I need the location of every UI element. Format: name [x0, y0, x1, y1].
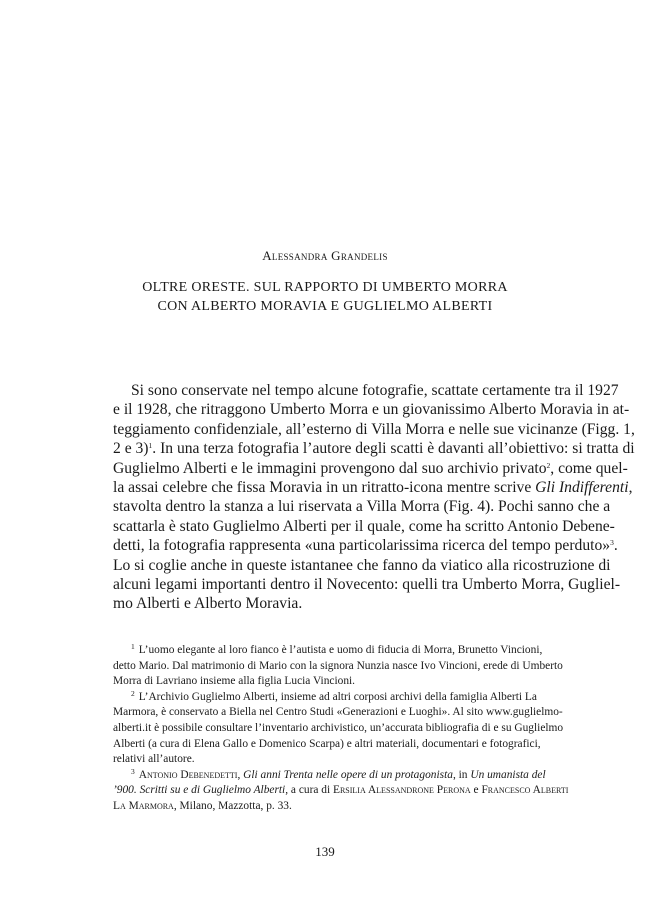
footnote-line: Alberti (a cura di Elena Gallo e Domenico Scarpa) e altri materiali, documentari e fotografici, — [113, 737, 541, 750]
footnote-text: , — [237, 768, 244, 781]
cited-work-italic: Gli anni Trenta nelle opere di un protagonista — [243, 768, 453, 781]
footnote-2 — [113, 690, 563, 706]
footnote-line: relativi all’autore. — [113, 753, 195, 766]
chapter-title-line: CON ALBERTO MORAVIA E GUGLIELMO ALBERTI — [157, 299, 493, 314]
footnote-text: , Milano, Mazzotta, p. 33. — [173, 799, 292, 812]
footnote-text: L’uomo elegante al loro fianco è l’autista e uomo di fiducia di Morra, Brunetto Vincioni, — [138, 644, 543, 656]
body-text-run: la assai celebre che fissa Moravia in un ritratto-icona mentre scrive — [113, 479, 536, 497]
body-text-run: 2 e 3) — [113, 440, 149, 458]
cited-book-italic: Un umanista del — [470, 768, 546, 781]
footnote-line: detto Mario. Dal matrimonio di Mario con la signora Nunzia nasce Ivo Vincioni, erede di Umberto — [113, 659, 563, 672]
body-text-run: , come quel- — [550, 459, 628, 477]
footnote-number: 2 — [131, 688, 135, 698]
body-text-run: , — [628, 479, 633, 497]
body-text-run: detti, la fotografia rappresenta «una particolarissima ricerca del tempo perduto» — [113, 537, 611, 555]
cited-editor: La Marmora — [113, 799, 174, 812]
body-line: teggiamento confidenziale, all’esterno di Villa Morra e nelle sue vicinanze (Figg. 1, — [113, 420, 635, 438]
chapter-title — [0, 278, 650, 316]
cited-editor: Ersilia Alessandrone Perona — [332, 784, 471, 797]
author-name: Alessandra Grandelis — [262, 248, 388, 263]
footnote-ref-2: 2 — [546, 460, 551, 470]
footnote-text: , a cura di — [285, 784, 333, 797]
body-line — [113, 439, 635, 458]
body-line: stavolta dentro la stanza a lui riservata a Villa Morra (Fig. 4). Pochi sanno che a — [113, 498, 611, 516]
footnotes — [113, 642, 569, 815]
body-line: Si sono conservate nel tempo alcune fotografie, scattate certamente tra il 1927 — [131, 382, 619, 399]
footnote-text: L’Archivio Guglielmo Alberti, insieme ad altri corposi archivi della famiglia Alberti La — [138, 690, 537, 703]
footnote-line: alberti.it è possibile consultare l’inventario archivistico, un’accurata bibliografia di e su Guglielmo — [113, 721, 564, 734]
cited-book-italic: ’900. Scritti su e di Guglielmo Alberti — [113, 784, 286, 797]
footnote-line: Marmora, è conservato a Biella nel Centro Studi «Generazioni e Luoghi». Al sito www.guglielmo- — [113, 706, 563, 719]
page-number: 139 — [315, 844, 335, 859]
footnote-ref-1: 1 — [148, 441, 153, 451]
body-text-run: . — [613, 537, 618, 555]
body-line: e il 1928, che ritraggono Umberto Morra e un giovanissimo Alberto Moravia in at- — [113, 401, 630, 419]
footnote-1 — [113, 643, 563, 659]
cited-author: Antonio Debenedetti — [138, 768, 238, 781]
footnote-ref-3: 3 — [610, 538, 614, 548]
footnote-text: e — [470, 784, 482, 797]
body-line: Lo si coglie anche in queste istantanee che fanno da viatico alla ricostruzione di — [113, 556, 611, 574]
footnote-3 — [113, 768, 563, 784]
body-text-run: . In una terza fotografia l’autore degli scatti è davanti all’obiettivo: si tratta di — [152, 440, 635, 458]
body-line: scattarla è stato Guglielmo Alberti per il quale, come ha scritto Antonio Debene- — [113, 517, 615, 535]
book-title-italic: Gli Indifferenti — [535, 479, 629, 497]
cited-editor: Francesco Alberti — [481, 784, 569, 797]
footnote-line — [113, 783, 569, 799]
body-text-run: Guglielmo Alberti e le immagini provengono dal suo archivio privato — [113, 459, 547, 477]
footnote-number: 3 — [131, 766, 135, 776]
body-line — [113, 478, 633, 497]
chapter-title-line: OLTRE ORESTE. SUL RAPPORTO DI UMBERTO MORRA — [142, 280, 508, 295]
body-line — [113, 459, 628, 478]
footnote-text: , in — [452, 768, 471, 781]
footnote-number: 1 — [131, 642, 135, 651]
footnote-line: Morra di Lavriano insieme alla figlia Lucia Vincioni. — [113, 675, 356, 688]
footnote-line — [113, 799, 563, 815]
body-line — [113, 536, 618, 555]
body-paragraph — [113, 381, 635, 614]
body-line: alcuni legami importanti dentro il Novecento: quelli tra Umberto Morra, Gugliel- — [113, 576, 621, 594]
body-line: mo Alberti e Alberto Moravia. — [113, 595, 303, 613]
